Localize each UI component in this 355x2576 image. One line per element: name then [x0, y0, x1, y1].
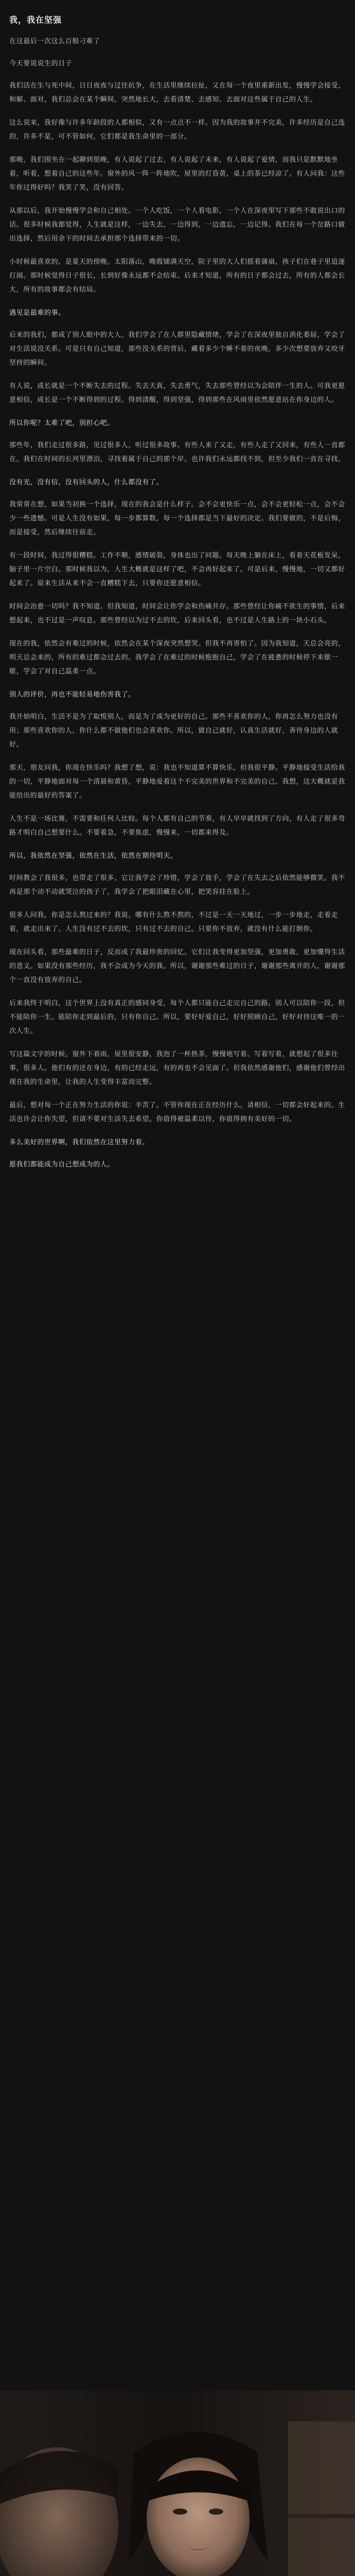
article-paragraph: 在这最后一次这么百般刁难了: [9, 38, 100, 45]
article-paragraph: 现在的我，依然会有难过的时候，依然会在某个深夜突然想哭。但我不再害怕了。因为我知道，天总会亮的，明天总会来的，所有的难过都会过去的。我学会了在难过的时候抱抱自己，学会了在疲惫的时候停下来歇一歇，学会了对自己温柔一点。: [9, 640, 345, 675]
movie-still-illustration: [0, 2391, 355, 2576]
article-paragraph: 小时候最喜欢的，是夏天的傍晚。太阳落山，晚霞铺满天空，院子里的大人们摇着蒲扇，孩子们在巷子里追逐打闹。那时候觉得日子很长，长到好像永远都不会结束。后来才知道，所有的日子都会过去，所有的人都会长大，所有的故事都会有结局。: [9, 258, 345, 294]
article-paragraph: 时间会治愈一切吗？我不知道。但我知道，时间会让你学会和伤痛共存。那些曾经让你痛不欲生的事情，后来想起来，也不过是一声叹息。那些曾经以为过不去的坎，后来回头看，也不过是人生路上的一块小石头。: [9, 603, 345, 624]
article-paragraph: 后来的我们，都成了别人眼中的大人。我们学会了在人群里隐藏情绪，学会了在深夜里独自消化委屈，学会了对生活说没关系。可是只有自己知道，那些没关系的背后，藏着多少个睡不着的夜晚，多少次想要放弃又咬牙坚持的瞬间。: [9, 331, 345, 367]
article-paragraph: 现在回头看，那些最难的日子，反而成了我最珍贵的回忆。它们让我变得更加坚强，更加勇敢，更加懂得生活的意义。如果没有那些经历，我不会成为今天的我。所以，谢谢那些难过的日子，谢谢那些离开的人，谢谢那个一直没有放弃的自己。: [9, 948, 345, 984]
article-paragraph: 多么美好的世界啊，我们依然在这里努力着。: [9, 1139, 150, 1146]
article-paragraph: 很多人问我，你是怎么熬过来的？我说，哪有什么熬不熬的，不过是一天一天地过，一步一步地走，走着走着，就走出来了。人生没有过不去的坎，只有过不去的自己。只要你不放弃，就没有什么能打倒你。: [9, 911, 339, 933]
article-paragraph: 这么说来，我好像与许多年龄段的人都相似，又有一点点不一样。因为我的故事并不完美，许多经历是自己选的，许多不是，可不管如何，它们都是我生命里的一部分。: [9, 119, 345, 141]
article-paragraph: 今天要说说生的日子: [9, 60, 73, 67]
article-paragraph: 别人的评价，再也不能轻易地伤害我了。: [9, 691, 135, 699]
article-paragraph: 没有光，没有信，没有回头的人，什么都没有了。: [9, 479, 164, 486]
article-body: [9, 35, 346, 1172]
article-paragraph: 我常常在想，如果当初换一个选择，现在的我会是什么样子。会不会更快乐一点，会不会更轻松一点，会不会少一些遗憾。可是人生没有如果，每一步都算数，每一个选择都是当下最好的决定。我们要做的，不是后悔，而是接受，然后继续往前走。: [9, 501, 345, 536]
article-paragraph: 我们活在生与死中间，日日夜夜与过往抗争，在生活里继续拉扯，又在每一个夜里重新出发，慢慢学会接受、和解、面对，我们总会在某个瞬间，突然地长大，去看清楚、去感知、去面对这些属于自己的人生。: [9, 82, 345, 104]
article-paragraph: 那些年，我们走过很多路，见过很多人，听过很多故事。有些人来了又走，有些人走了又回来，有些人一直都在。我们在时间的长河里漂泊，寻找着属于自己的那个岸。也许我们永远都找不到，但至少我们一直在寻找。: [9, 442, 345, 463]
article-paragraph: 最后，想对每一个正在努力生活的你说：辛苦了。不管你现在正在经历什么，请相信，一切都会好起来的。生活也许会让你失望，但请不要对生活失去希望。你值得被温柔以待，你值得拥有美好的一切。: [9, 1101, 345, 1123]
article-paragraph: 那晚，我们围坐在一起聊到很晚，有人说起了过去，有人说起了未来，有人说起了爱情，而我只是默默地坐着，听着，想着自己的这些年。窗外的风一阵一阵地吹，屋里的灯昏黄，桌上的茶已经凉了。有人问我：这些年你过得好吗？我笑了笑，没有回答。: [9, 156, 345, 192]
article-paragraph: 后来我终于明白，这个世界上没有真正的感同身受，每个人都只能自己走完自己的路。别人可以陪你一段，但不能陪你一生。能陪你走到最后的，只有你自己。所以，要好好爱自己，好好照顾自己，好好对待这唯一的一次人生。: [9, 999, 345, 1035]
article-paragraph: 所以你呢？太难了吧，别担心吧。: [9, 419, 115, 427]
article-paragraph: 那天，朋友问我，你现在快乐吗？我想了想，说：我也不知道算不算快乐，但我很平静。平静地接受生活给我的一切，平静地面对每一个清晨和黄昏，平静地爱着这个不完美的世界和不完美的自己。我想，这大概就是我能给出的最好的答案了。: [9, 764, 345, 800]
article-title: 我，我在坚强: [9, 15, 62, 25]
article-paragraph: 愿我们都能成为自己想成为的人。: [9, 1161, 115, 1168]
article-paragraph: 人生不是一场比赛，不需要和任何人比较。每个人都有自己的节奏，有人早早就找到了方向，有人走了很多弯路才明白自己想要什么。不要着急，不要焦虑，慢慢来，一切都来得及。: [9, 815, 345, 837]
article-paragraph: 有人说，成长就是一个不断失去的过程。失去天真，失去勇气，失去那些曾经以为会陪伴一生的人。可我更愿意相信，成长是一个不断得到的过程。得到清醒，得到坚强，得到那些在风雨里依然愿意站在你身边的人。: [9, 382, 345, 404]
article-paragraph: 从那以后，我开始慢慢学会和自己相处。一个人吃饭，一个人看电影，一个人在深夜里写下那些不敢说出口的话。很多时候我都觉得，人生就是这样，一边失去，一边得到，一边遗忘，一边记得。我们在每一个岔路口做出选择，然后用余下的时间去承担那个选择带来的一切。: [9, 207, 345, 243]
article-paragraph: 时间教会了我很多，也带走了很多。它让我学会了珍惜，学会了放手，学会了在失去之后依然能够微笑。我不再是那个动不动就哭泣的孩子了，我学会了把眼泪藏在心里，把笑容挂在脸上。: [9, 874, 345, 896]
movie-still-image: [0, 2391, 355, 2576]
article-paragraph: 遇见是最难的事。: [9, 309, 65, 317]
article-paragraph: 有一段时间，我过得很糟糕。工作不顺，感情破裂，身体也出了问题。每天晚上躺在床上，看着天花板发呆，脑子里一片空白。那时候我以为，人生大概就是这样了吧，不会再好起来了。可是后来，慢慢地，一切又都好起来了。原来生活从来不会一直糟糕下去，只要你还愿意相信。: [9, 552, 345, 587]
article-paragraph: 所以，我依然在坚强，依然在生活，依然在期待明天。: [9, 852, 177, 860]
article-paragraph: 我开始明白，生活不是为了取悦别人，而是为了成为更好的自己。那些不喜欢你的人，你再怎么努力也没有用；那些喜欢你的人，你什么都不做他们也会喜欢你。所以，做自己就好，认真生活就好，善待身边的人就好。: [9, 713, 339, 749]
article-paragraph: 写这篇文字的时候，窗外下着雨，屋里很安静，我泡了一杯热茶，慢慢地写着。写着写着，就想起了很多往事，很多人。他们有的还在身边，有的已经走远，有的再也不会见面了。但我依然感谢他们，感谢他们曾经出现在我的生命里，让我的人生变得丰富而完整。: [9, 1050, 345, 1086]
